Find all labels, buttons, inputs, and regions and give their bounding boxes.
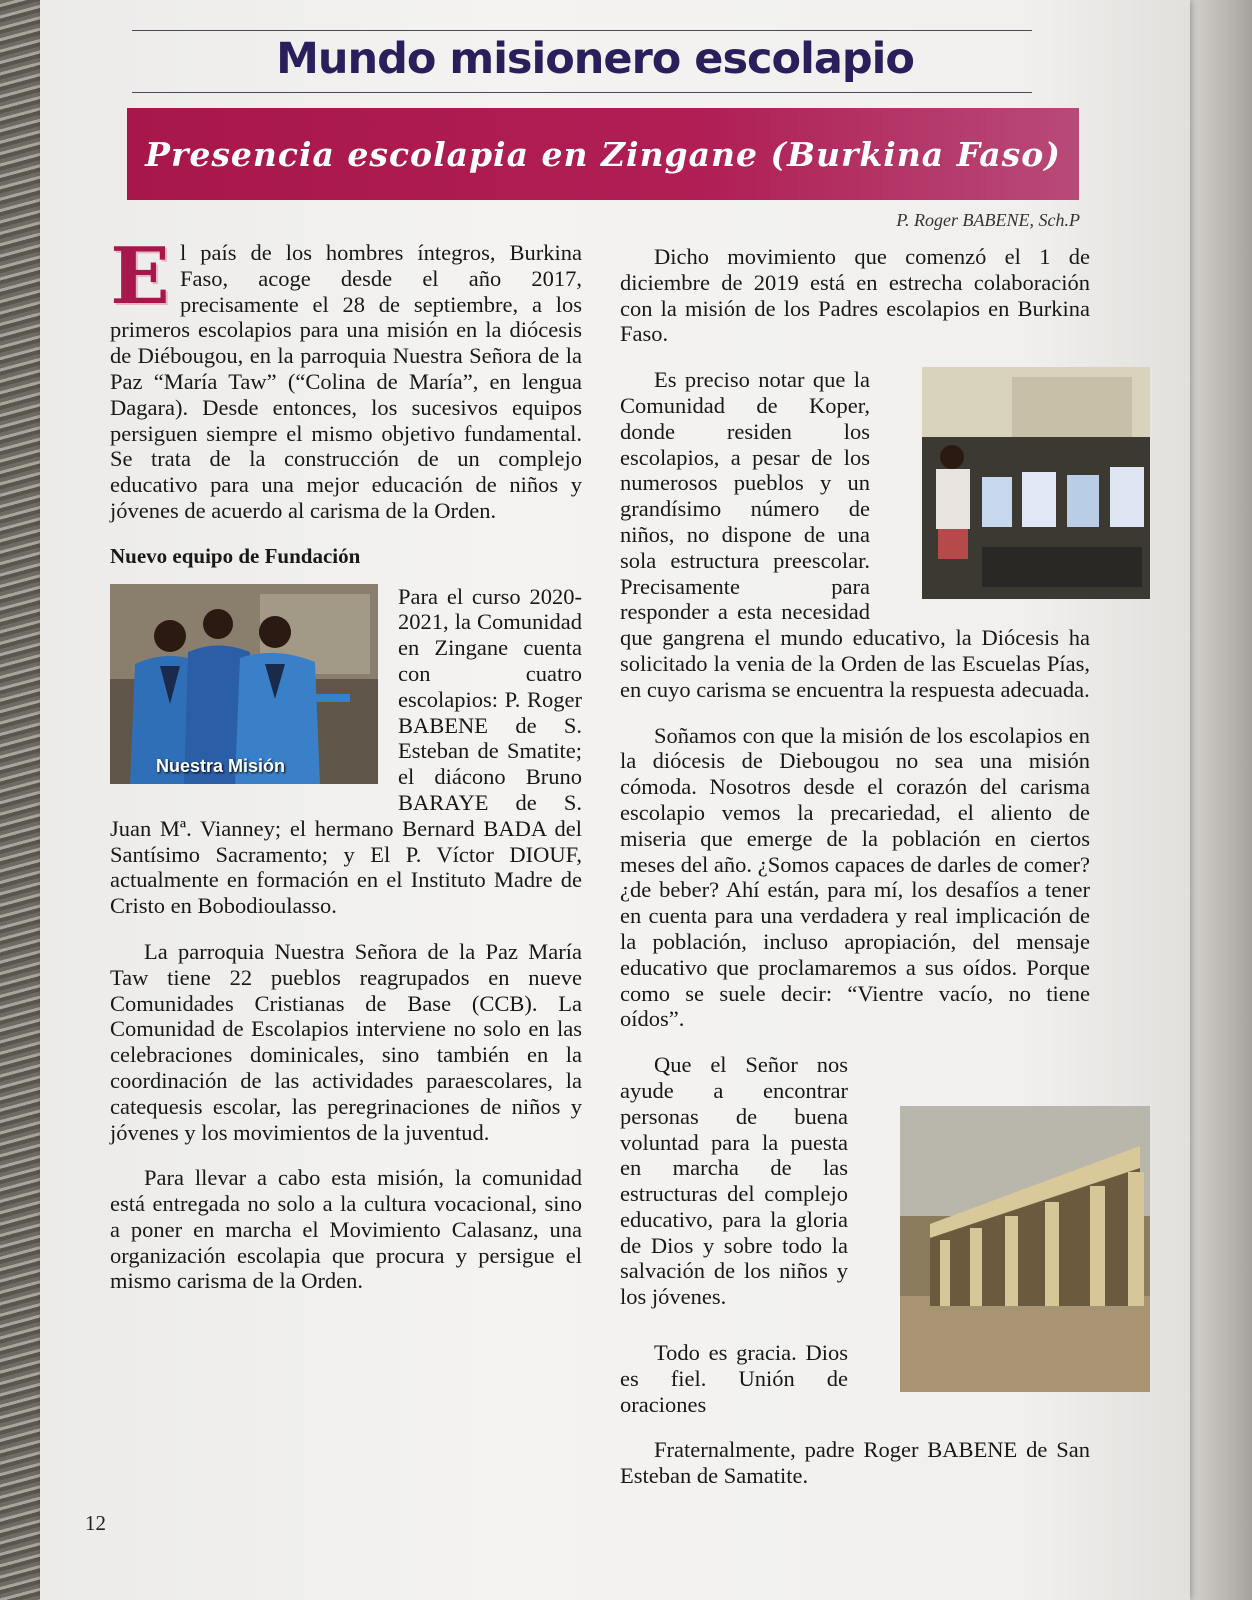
section-title: Mundo misionero escolapio	[276, 34, 914, 84]
article-title: Presencia escolapia en Zingane (Burkina Faso)	[145, 134, 1061, 174]
koper-text: Es preciso notar que la Comunidad de Koper, donde residen los escolapios, a pesar de los numerosos pueblos y un grandísimo número de niños, no dispone de una sola estructura preescolar. Precisamente para responder a esta necesidad que gangrena el mundo educativo, la Diócesis ha solicitado la venia de la Orden de las Escuelas Pías, en cuyo carisma se encuentra la respuesta adecuada.	[620, 367, 1090, 702]
grace-paragraph: Todo es gracia. Dios es fiel. Unión de oraciones	[620, 1340, 848, 1417]
prayer-text: Que el Señor nos ayude a encontrar personas de buena voluntad para la puesta en marcha de las estructuras del complejo educativo, para la gloria de Dios y sobre todo la salvación de los niños y los jóvenes.	[620, 1052, 848, 1310]
left-column	[110, 231, 582, 1314]
drop-cap: E	[110, 231, 170, 322]
author-byline: P. Roger BABENE, Sch.P	[896, 210, 1080, 230]
koper-paragraph	[620, 367, 1090, 702]
title-rule	[132, 92, 1032, 93]
children-photo	[888, 367, 1150, 605]
photo-caption: Nuestra Misión	[156, 755, 286, 776]
team-text: Para el curso 2020-2021, la Comunidad en Zingane cuenta con cuatro escolapios: P. Roger BABENE de S. Esteban de Smatite; el diácono Bruno BARAYE de S. Juan Mª. Vianney; el hermano Bernard BADA del Santísimo Sacramento; y El P. Víctor DIOUF, actualmente en formación en el Instituto Madre de Cristo en Bobodioulasso.	[110, 583, 582, 919]
movement-paragraph: Dicho movimiento que comenzó el 1 de diciembre de 2019 está en estrecha colaboración con la misión de los Padres escolapios en Burkina Faso.	[620, 244, 1090, 347]
subheading: Nuevo equipo de Fundación	[110, 543, 361, 568]
dream-paragraph: Soñamos con que la misión de los escolapios en la diócesis de Diebougou no sea una misión cómoda. Nosotros desde el corazón del carisma escolapio vemos la precariedad, el aliento de miseria que emerge de la población en ciertos meses del año. ¿Somos capaces de darles de comer? ¿de beber? Ahí están, para mí, los desafíos a tener en cuenta para una verdadera y real implicación de la población, incluso apropiación, del mensaje educativo que proclamaremos a sus oídos. Porque como se suele decir: “Vientre vacío, no tiene oídos”.	[620, 722, 1090, 1032]
intro-paragraph	[110, 231, 582, 524]
intro-text: l país de los hombres íntegros, Burkina Faso, acoge desde el año 2017, precisamente el 28 de septiembre, a los primeros escolapios para una misión en la diócesis de Diébougou, en la parroquia Nuestra Señora de la Paz “María Taw” (“Colina de María”, en lengua Dagara). Desde entonces, los sucesivos equipos persiguen siempre el mismo objetivo fundamental. Se trata de la construcción de un complejo educativo para una mejor educación de niños y jóvenes de acuerdo al carisma de la Orden.	[110, 240, 582, 523]
team-paragraph	[110, 584, 582, 919]
article-banner	[127, 108, 1079, 200]
sign-paragraph: Fraternalmente, padre Roger BABENE de San Esteban de Samatite.	[620, 1437, 1090, 1489]
top-rule	[132, 30, 1032, 31]
construction-photo	[866, 1106, 1150, 1398]
team-photo	[110, 584, 378, 790]
parish-paragraph: La parroquia Nuestra Señora de la Paz María Taw tiene 22 pueblos reagrupados en nueve Comunidades Cristianas de Base (CCB). La Comunidad de Escolapios interviene no solo en las celebraciones dominicales, sino también en la coordinación de las actividades paraescolares, la catequesis escolar, las peregrinaciones de niños y jóvenes y los movimientos de la juventud.	[110, 938, 582, 1145]
next-page-edge	[1182, 0, 1252, 1600]
prayer-paragraph	[620, 1052, 1090, 1310]
page-number: 12	[85, 1511, 106, 1535]
mission-paragraph: Para llevar a cabo esta misión, la comunidad está entregada no solo a la cultura vocacional, sino a poner en marcha el Movimiento Calasanz, una organización escolapia que procura y persigue el mismo carisma de la Orden.	[110, 1165, 582, 1294]
right-column	[620, 244, 1090, 1509]
